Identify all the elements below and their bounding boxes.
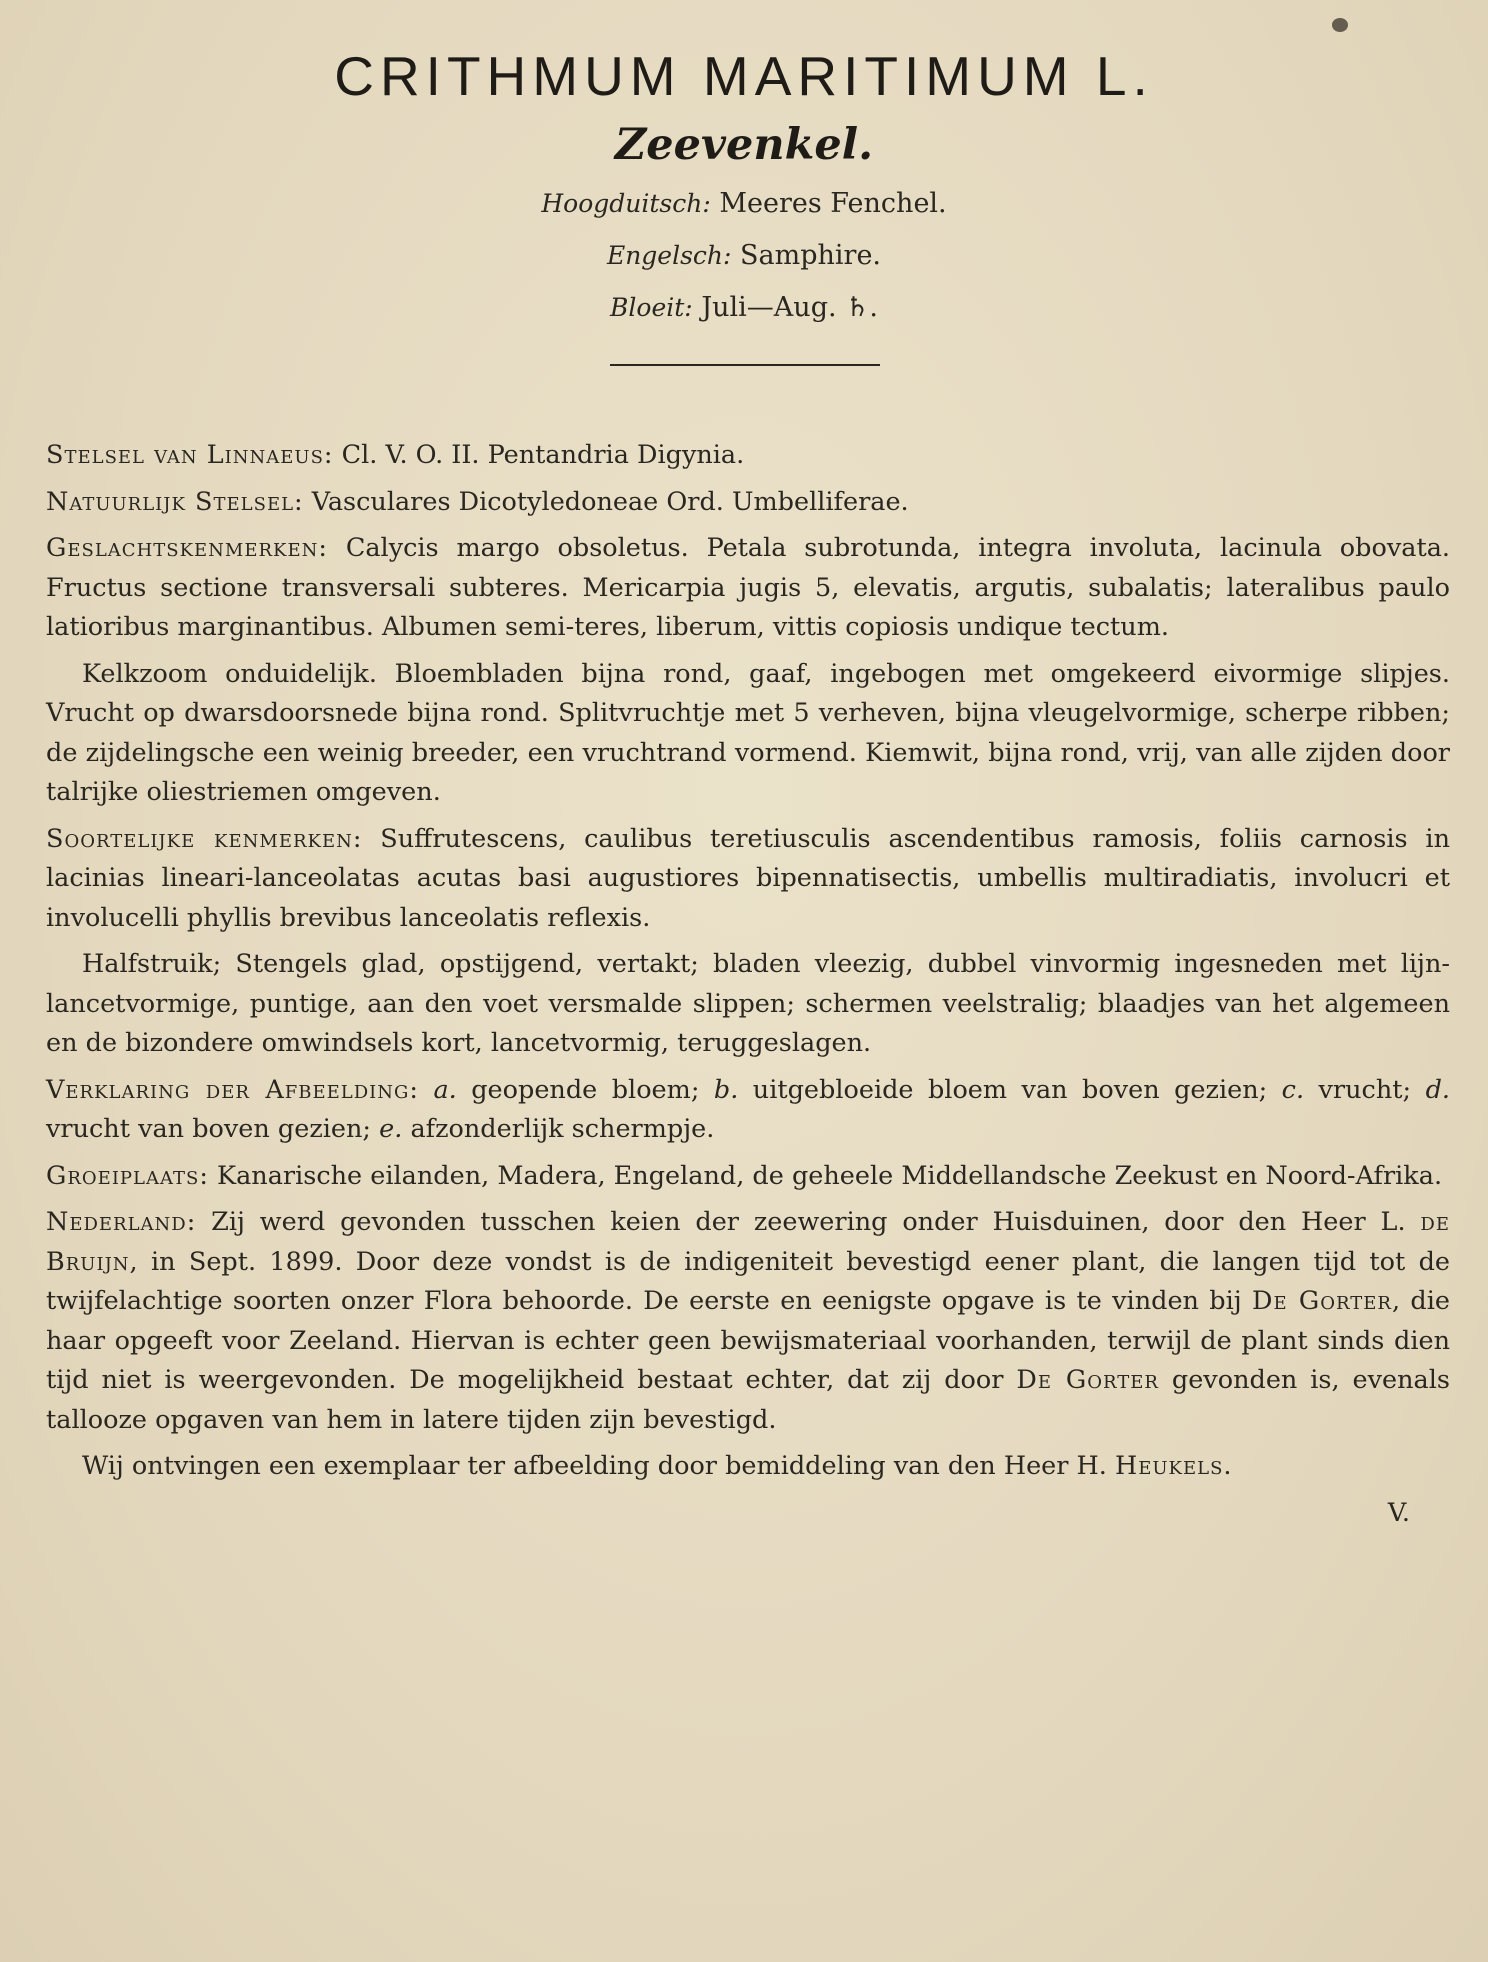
netherlands-text-2: , in Sept. 1899. Door deze vondst is de indigeniteit bevestigd eener plant, die langen tijd tot de twijfelachtige soorten onzer Flora behoorde. De eerste en eenigste opgave is te vinden bij (46, 1246, 1450, 1316)
netherlands-text-4: gevonden is, evenals tallooze opgaven van hem in latere tijden zijn bevestigd. (46, 1365, 1450, 1435)
ink-speck (1332, 18, 1348, 32)
section-natural-system (46, 483, 1450, 523)
netherlands-text-3: , die haar opgeeft voor Zeeland. Hiervan is echter geen bewijsmateriaal voorhanden, terwijl de plant sinds dien tijd niet is weergevonden. De mogelijkheid bestaat echter, dat zij door (46, 1286, 1450, 1395)
section-text: Cl. V. O. II. Pentandria Digynia. (333, 440, 745, 470)
closing-text: Wij ontvingen een exemplaar ter afbeelding door bemiddeling van den Heer H. (82, 1451, 1115, 1481)
closing-end: . (1223, 1451, 1232, 1481)
section-text: Kanarische eilanden, Madera, Engeland, de geheele Middellandsche Zeekust en Noord-Afrika. (208, 1160, 1443, 1191)
section-heading: Stelsel van Linnaeus: (46, 440, 334, 470)
legend-c: c. (1281, 1074, 1305, 1105)
person-name: De Gorter (1016, 1365, 1159, 1395)
flowering-value: Juli—Aug. ♄. (701, 292, 878, 323)
legend-a: a. (433, 1074, 457, 1105)
name-english-value: Samphire. (740, 240, 882, 271)
name-german-label: Hoogduitsch: (541, 189, 711, 218)
legend-c-text: vrucht; (1304, 1074, 1426, 1105)
legend-e-text: afzonderlijk schermpje. (402, 1114, 715, 1144)
section-figure-legend (46, 1071, 1450, 1150)
legend-d-text: vrucht van boven gezien; (46, 1114, 380, 1144)
name-english-label: Engelsch: (606, 241, 732, 270)
flowering-time (0, 292, 1488, 323)
section-linnaeus (46, 436, 1450, 476)
name-english (0, 240, 1488, 271)
section-text: Halfstruik; Stengels glad, opstijgend, vertakt; bladen vleezig, dubbel vinvormig ingesneden met lijn-lancetvormige, puntige, aan den voet versmalde slippen; schermen veelstralig; blaadjes van het algemeen en de bizondere omwindsels kort, lancetvormig, teruggeslagen. (46, 949, 1450, 1058)
netherlands-text-1: Zij werd gevonden tusschen keien der zeewering onder Huisduinen, door den Heer L. (196, 1207, 1421, 1237)
section-heading: Soortelijke kenmerken: (46, 823, 363, 854)
flowering-label: Bloeit: (610, 293, 693, 322)
legend-b-text: uitgebloeide bloem van boven gezien; (738, 1074, 1282, 1105)
section-netherlands (46, 1203, 1450, 1440)
section-text: Calycis margo obsoletus. Petala subrotunda, integra involuta, lacinula obovata. Fructus sectione transversali subteres. Mericarpia jugis 5, elevatis, argutis, subalatis; lateralibus paulo latioribus marginantibus. Albumen semi-teres, liberum, vittis copiosis undique tectum. (46, 533, 1450, 642)
signature: V. (1387, 1497, 1410, 1528)
section-heading: Groeiplaats: (46, 1160, 209, 1191)
section-heading: Nederland: (46, 1207, 197, 1237)
section-genus-latin (46, 529, 1450, 648)
person-name: de Bruijn (46, 1207, 1450, 1277)
name-german-value: Meeres Fenchel. (719, 188, 947, 219)
section-genus-dutch (46, 655, 1450, 813)
closing-paragraph (46, 1447, 1450, 1487)
legend-b: b. (713, 1074, 739, 1105)
section-text: Suffrutescens, caulibus teretiusculis ascendentibus ramosis, foliis carnosis in lacinias lineari-lanceolatas acutas basi augustiores bipennatisectis, umbellis multiradiatis, involucri et involucelli phyllis brevibus lanceolatis reflexis. (46, 823, 1450, 933)
section-text: Vasculares Dicotyledoneae Ord. Umbelliferae. (303, 486, 909, 517)
section-species-latin (46, 820, 1450, 939)
section-heading: Natuurlijk Stelsel: (46, 486, 304, 517)
section-habitat (46, 1157, 1450, 1197)
divider-rule (610, 364, 880, 366)
person-name: De Gorter (1252, 1286, 1392, 1316)
section-text: Kelkzoom onduidelijk. Bloembladen bijna rond, gaaf, ingebogen met omgekeerd eivormige slipjes. Vrucht op dwarsdoorsnede bijna rond. Splitvruchtje met 5 verheven, bijna vleugelvormige, scherpe ribben; de zijdelingsche een weinig breeder, een vruchtrand vormend. Kiemwit, bijna rond, vrij, van alle zijden door talrijke oliestriemen omgeven. (46, 658, 1450, 807)
body-text (46, 436, 1450, 1540)
page-subtitle: Zeevenkel. (614, 120, 874, 170)
section-heading: Verklaring der Afbeelding: (46, 1074, 419, 1105)
section-species-dutch (46, 945, 1450, 1064)
legend-a-text: geopende bloem; (456, 1074, 714, 1105)
page-title: CRITHMUM MARITIMUM L. (334, 45, 1154, 107)
name-german (0, 188, 1488, 219)
person-name: Heukels (1115, 1451, 1224, 1481)
legend-e: e. (379, 1114, 403, 1144)
legend-d: d. (1425, 1074, 1450, 1105)
section-heading: Geslachtskenmerken: (46, 533, 328, 563)
